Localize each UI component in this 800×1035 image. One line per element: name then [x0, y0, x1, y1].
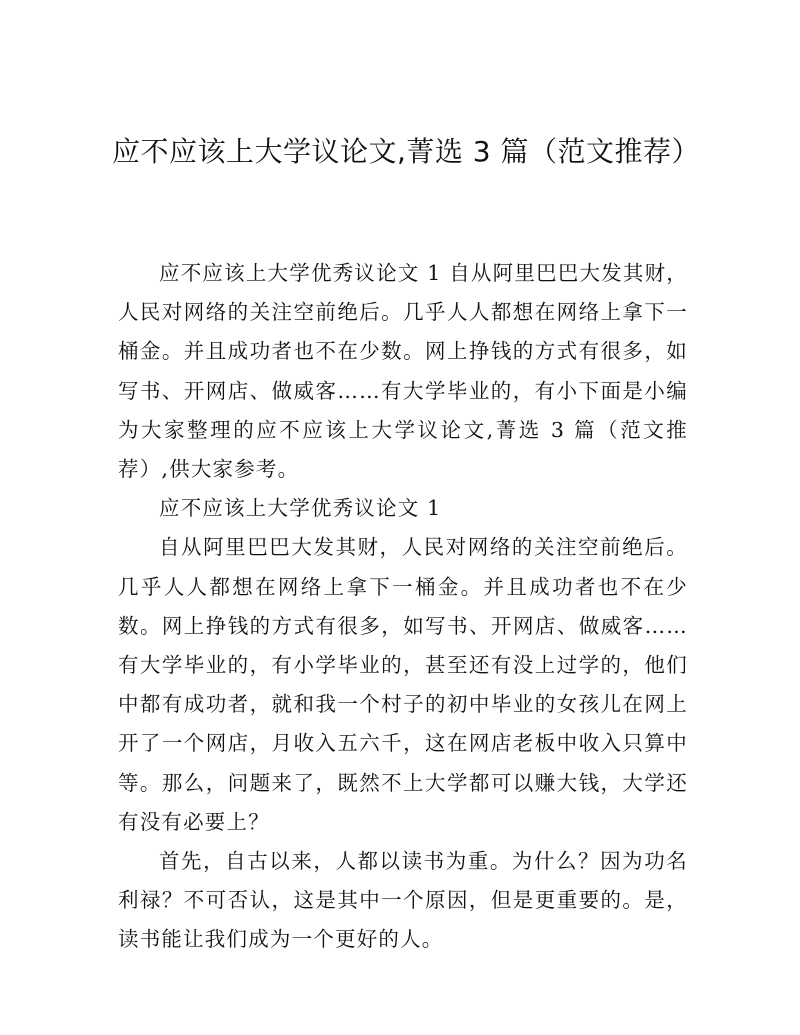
document-body: [118, 254, 688, 960]
body-paragraph: 首先，自古以来，人都以读书为重。为什么？因为功名利禄？不可否认，这是其中一个原因，但是更重要的。是，读书能让我们成为一个更好的人。: [118, 849, 688, 952]
document-title: 应不应该上大学议论文,菁选 3 篇（范文推荐）: [112, 135, 701, 168]
body-paragraph: 自从阿里巴巴大发其财，人民对网络的关注空前绝后。几乎人人都想在网络上拿下一桶金。并且成功者也不在少数。网上挣钱的方式有很多，如写书、开网店、做威客……有大学毕业的，有小学毕业的，甚至还有没上过学的，他们中都有成功者，就和我一个村子的初中毕业的女孩儿在网上开了一个网店，月收入五六千，这在网店老板中收入只算中等。那么，问题来了，既然不上大学都可以赚大钱，大学还有没有必要上？: [118, 535, 688, 834]
section-heading: 应不应该上大学优秀议论文 1: [159, 496, 442, 521]
intro-paragraph: 应不应该上大学优秀议论文 1 自从阿里巴巴大发其财，人民对网络的关注空前绝后。几乎人人都想在网络上拿下一桶金。并且成功者也不在少数。网上挣钱的方式有很多，如写书、开网店、做威客……有大学毕业的，有小下面是小编为大家整理的应不应该上大学议论文,菁选 3 篇（范文推荐）,供大家参考。: [118, 261, 688, 482]
